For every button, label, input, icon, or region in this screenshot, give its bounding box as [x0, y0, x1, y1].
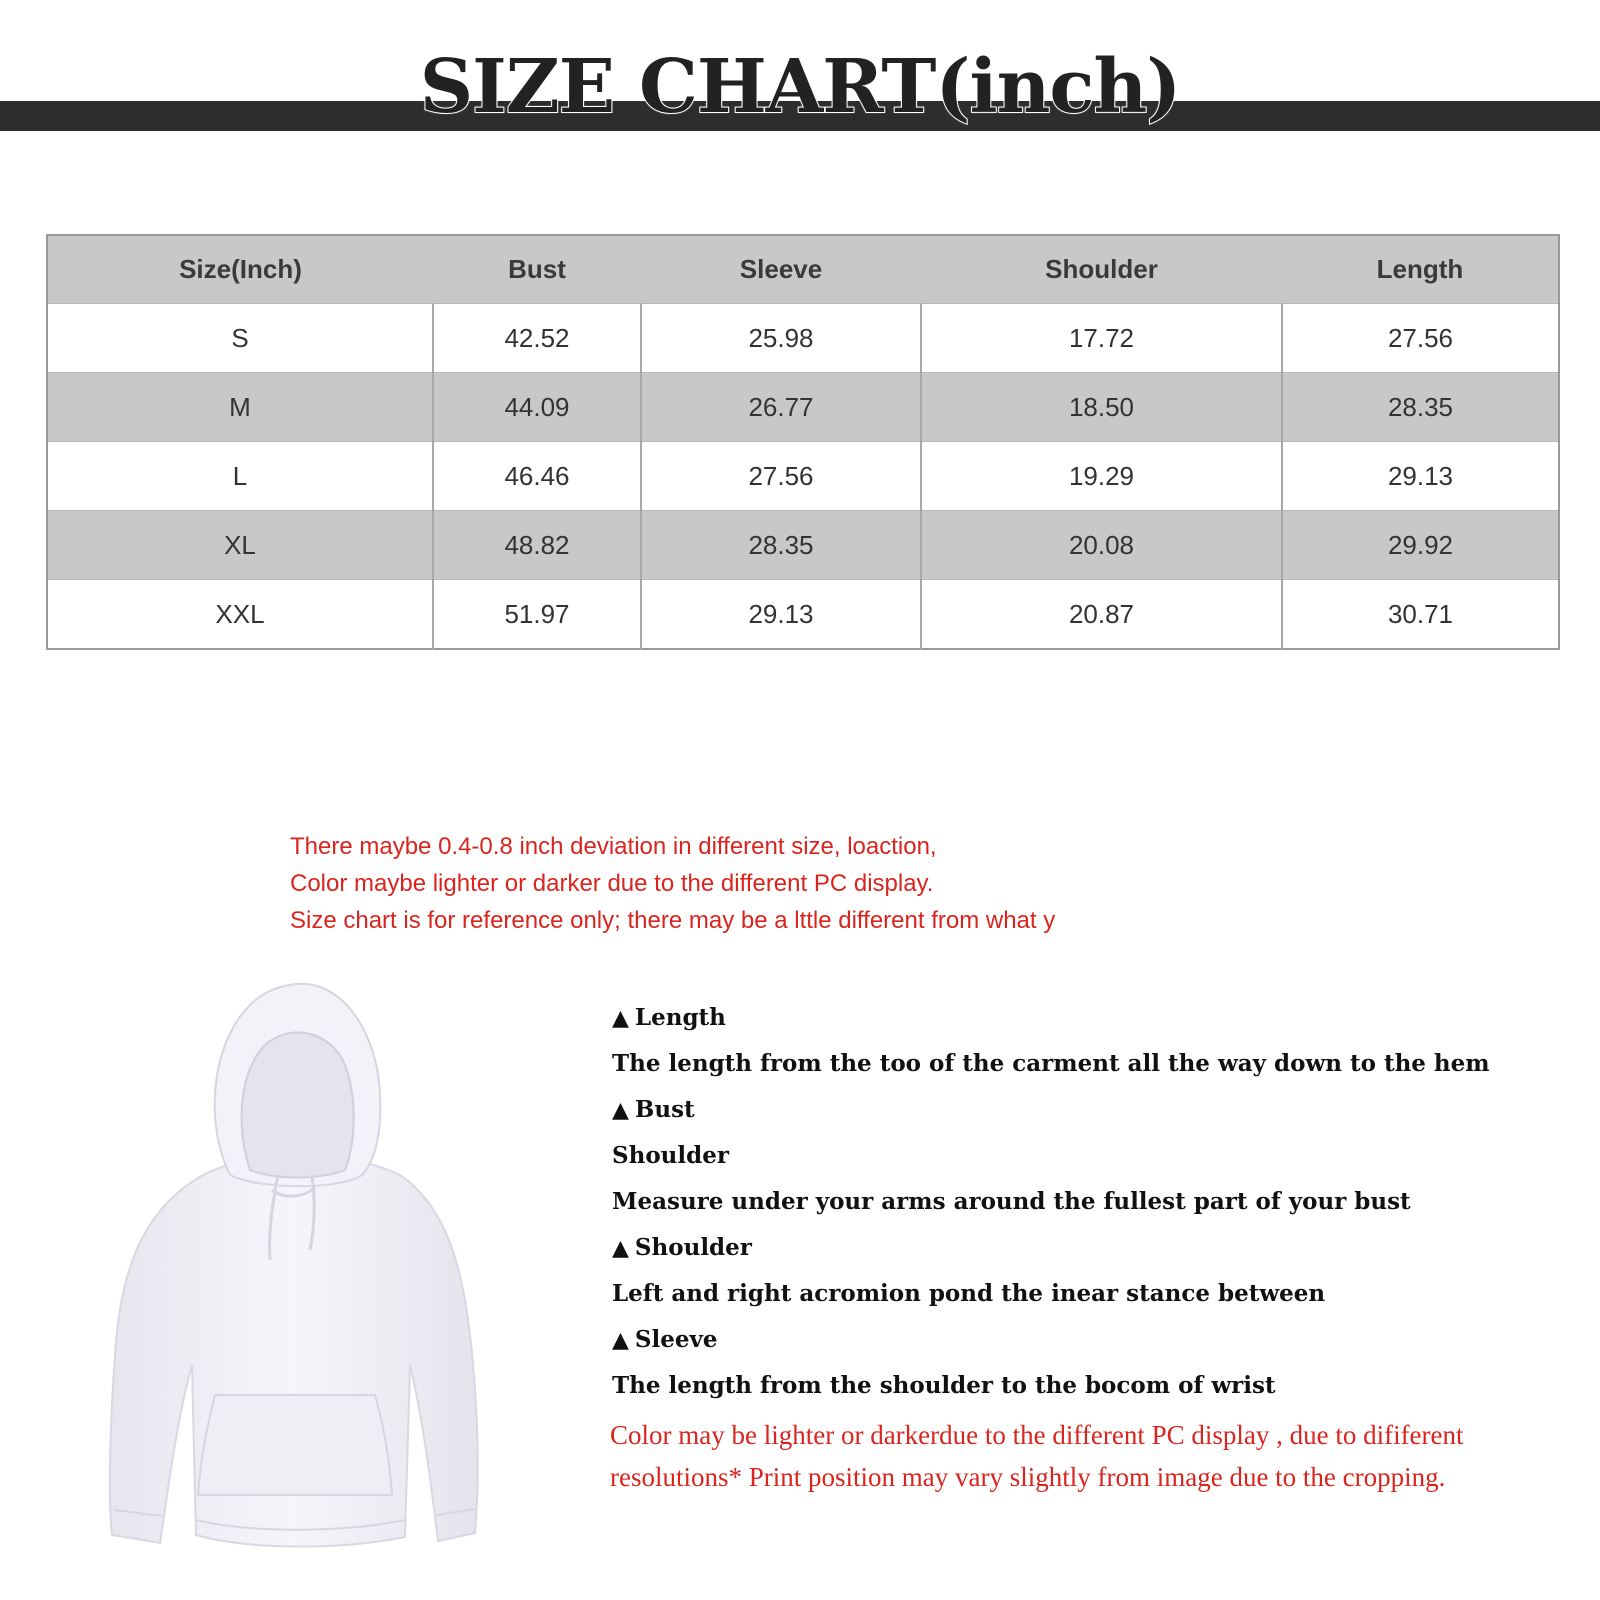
cell-size: S [47, 304, 433, 373]
table-row [47, 304, 1559, 373]
deviation-notice [290, 828, 1150, 939]
cell-length: 28.35 [1282, 373, 1559, 442]
table-row [47, 580, 1559, 650]
hoodie-icon [100, 975, 490, 1570]
cell-bust: 51.97 [433, 580, 641, 650]
table-row [47, 442, 1559, 511]
cell-sleeve: 25.98 [641, 304, 921, 373]
header-shoulder: Shoulder [921, 235, 1282, 304]
length-description: The length from the too of the carment all the way down to the hem [612, 1050, 1490, 1077]
cell-bust: 48.82 [433, 511, 641, 580]
cell-size: XXL [47, 580, 433, 650]
bust-subheading: Shoulder [612, 1142, 729, 1169]
header-sleeve: Sleeve [641, 235, 921, 304]
cell-sleeve: 29.13 [641, 580, 921, 650]
size-chart-table [46, 234, 1560, 650]
notice-line: There maybe 0.4-0.8 inch deviation in different size, loaction, [290, 833, 937, 860]
cell-sleeve: 27.56 [641, 442, 921, 511]
page-title: SIZE CHART(inch) [419, 44, 1181, 130]
triangle-icon: ▲ [612, 1328, 629, 1353]
cell-shoulder: 18.50 [921, 373, 1282, 442]
shoulder-description: Left and right acromion pond the inear stance between [612, 1280, 1326, 1307]
cell-bust: 44.09 [433, 373, 641, 442]
sleeve-heading: ▲ Sleeve [612, 1317, 1562, 1363]
cell-shoulder: 19.29 [921, 442, 1282, 511]
cell-size: XL [47, 511, 433, 580]
header-length: Length [1282, 235, 1559, 304]
bust-description: Measure under your arms around the fullest part of your bust [612, 1188, 1411, 1215]
measurement-guide [612, 995, 1562, 1409]
cell-length: 29.13 [1282, 442, 1559, 511]
cell-length: 30.71 [1282, 580, 1559, 650]
cell-length: 27.56 [1282, 304, 1559, 373]
header-size: Size(Inch) [47, 235, 433, 304]
cell-size: M [47, 373, 433, 442]
notice-line: Color maybe lighter or darker due to the different PC display. [290, 870, 934, 897]
cell-size: L [47, 442, 433, 511]
disclaimer-line: resolutions* Print position may vary slightly from image due to the cropping. [610, 1462, 1446, 1492]
cell-length: 29.92 [1282, 511, 1559, 580]
display-disclaimer [610, 1414, 1570, 1498]
cell-bust: 42.52 [433, 304, 641, 373]
bust-heading: ▲ Bust [612, 1087, 1562, 1133]
cell-shoulder: 20.87 [921, 580, 1282, 650]
cell-sleeve: 26.77 [641, 373, 921, 442]
notice-line: Size chart is for reference only; there may be a lttle different from what y [290, 907, 1056, 934]
table-header-row [47, 235, 1559, 304]
header-bust: Bust [433, 235, 641, 304]
cell-shoulder: 20.08 [921, 511, 1282, 580]
disclaimer-line: Color may be lighter or darkerdue to the different PC display , due to dififerent [610, 1420, 1464, 1450]
length-heading: ▲ Length [612, 995, 1562, 1041]
triangle-icon: ▲ [612, 1098, 629, 1123]
shoulder-heading: ▲ Shoulder [612, 1225, 1562, 1271]
triangle-icon: ▲ [612, 1236, 629, 1261]
triangle-icon: ▲ [612, 1006, 629, 1031]
cell-bust: 46.46 [433, 442, 641, 511]
table-row [47, 511, 1559, 580]
cell-sleeve: 28.35 [641, 511, 921, 580]
hoodie-image [100, 975, 490, 1570]
table-row [47, 373, 1559, 442]
sleeve-description: The length from the shoulder to the bocom of wrist [612, 1372, 1276, 1399]
cell-shoulder: 17.72 [921, 304, 1282, 373]
